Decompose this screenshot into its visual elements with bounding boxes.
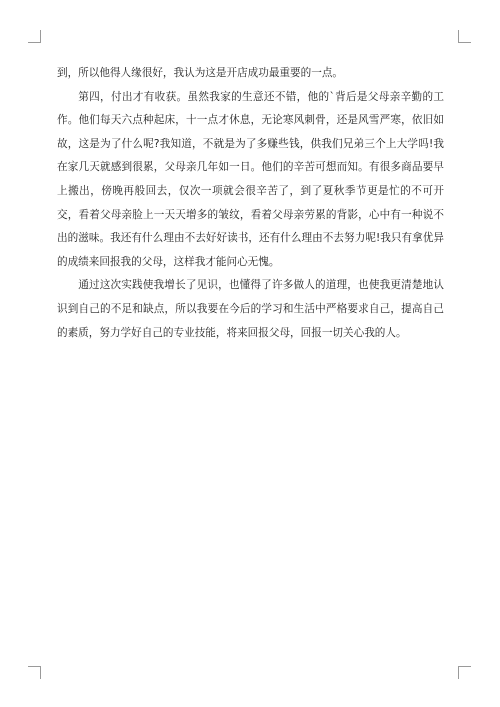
crop-mark-bottom-right <box>458 666 471 679</box>
crop-mark-top-right <box>458 30 471 43</box>
document-body <box>57 62 444 345</box>
crop-mark-bottom-left <box>28 666 41 679</box>
paragraph-3: 通过这次实践使我增长了见识，也懂得了许多做人的道理，也使我更清楚地认识到自己的不足和缺点，所以我要在今后的学习和生活中严格要求自己，提高自己的素质，努力学好自己的专业技能，将来回报父母，回报一切关心我的人。 <box>57 279 444 339</box>
crop-mark-top-left <box>28 30 41 43</box>
paragraph-2: 第四，付出才有收获。虽然我家的生意还不错，他的`背后是父母亲辛勤的工作。他们每天六点种起床，十一点才休息，无论寒风刺骨，还是风雪严寒，依旧如故，这是为了什么呢?我知道，不就是为了多赚些钱，供我们兄弟三个上大学吗!我在家几天就感到很累，父母亲几年如一日。他们的辛苦可想而知。有很多商品要早上搬出，傍晚再般回去，仅次一项就会很辛苦了，到了夏秋季节更是忙的不可开交，看着父母亲脸上一天天增多的皱纹，看着父母亲劳累的背影，心中有一种说不出的滋味。我还有什么理由不去好好读书，还有什么理由不去努力呢!我只有拿优异的成绩来回报我的父母，这样我才能问心无愧。 <box>57 90 444 268</box>
paragraph-1: 到，所以他得人缘很好，我认为这是开店成功最重要的一点。 <box>57 67 344 79</box>
